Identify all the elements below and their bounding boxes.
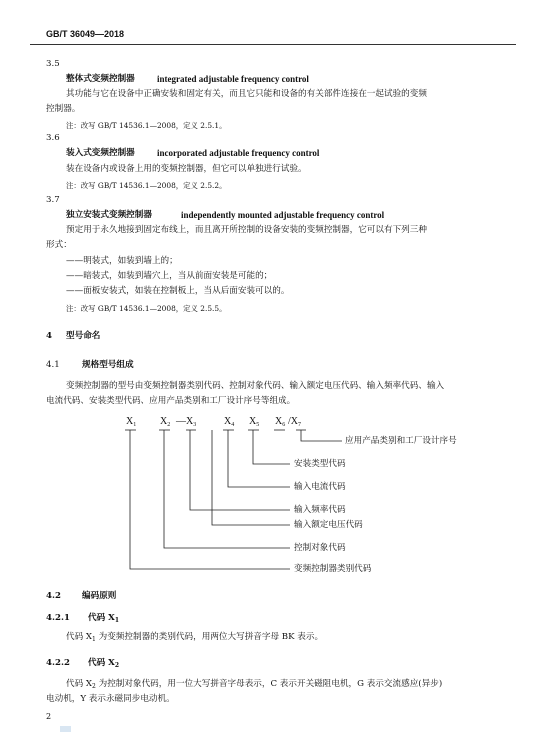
- code-x7: $/X_7$: [288, 416, 301, 428]
- code-x6: $X_6$: [275, 416, 286, 428]
- diagram-label: 控制对象代码: [294, 543, 346, 553]
- term-cn: 装入式变频控制器: [66, 148, 135, 158]
- definition-text: 预定用于永久地接到固定布线上，而且离开所控制的设备安装的变频控制器，它可以有下列三种: [66, 225, 427, 235]
- term-cn: 独立安装式变频控制器: [66, 210, 152, 220]
- diagram-label: 安装类型代码: [294, 459, 346, 469]
- diagram-label: 输入额定电压代码: [294, 520, 363, 530]
- term-en: integrated adjustable frequency control: [157, 74, 309, 84]
- code-x1: $X_1$: [126, 416, 137, 428]
- clause-number: 3.5: [46, 59, 60, 69]
- term-en: independently mounted adjustable frequency control: [181, 210, 385, 220]
- clause-number: 4.2.2: [46, 658, 70, 668]
- term-en: incorporated adjustable frequency control: [157, 148, 320, 158]
- list-item: ——面板安装式，如装在控制板上，当从后面安装可以的。: [66, 286, 290, 296]
- note-text: 注：改写 GB/T 14536.1—2008，定义 2.5.1。: [66, 121, 227, 130]
- body-text: 电流代码、安装类型代码、应用产品类别和工厂设计序号等组成。: [46, 396, 296, 406]
- diagram-label: 变频控制器类别代码: [294, 564, 372, 574]
- clause-title: 代码 $X_2$: [88, 658, 120, 669]
- note-text: 注：改写 GB/T 14536.1—2008，定义 2.5.5。: [66, 304, 227, 313]
- clause-title: 规格型号组成: [82, 360, 134, 370]
- clause-title: 代码 $X_1$: [88, 613, 120, 624]
- diagram-label: 应用产品类别和工厂设计序号: [345, 436, 457, 446]
- clause-number: 4.2.1: [46, 613, 70, 623]
- body-text: 代码 $X_2$ 为控制对象代码，用一位大写拼音字母表示，C 表示开关磁阻电机，G 表示交流感应(异步): [66, 679, 443, 690]
- term-cn: 整体式变频控制器: [66, 74, 135, 84]
- list-item: ——暗装式，如装到墙穴上，当从前面安装是可能的；: [66, 271, 273, 281]
- watermark-mark: [60, 726, 71, 732]
- diagram-label: 输入频率代码: [294, 505, 346, 515]
- code-x2: $X_2$: [160, 416, 171, 428]
- list-item: ——明装式，如装到墙上的；: [66, 256, 178, 266]
- diagram-label: 输入电流代码: [294, 482, 346, 492]
- code-x5: $X_5$: [249, 416, 260, 428]
- code-x4: $X_4$: [224, 416, 235, 428]
- clause-number: 3.7: [46, 195, 60, 205]
- page-number: 2: [46, 712, 52, 721]
- code-x3: $—X_3$: [176, 416, 197, 428]
- clause-number: 4.1: [46, 360, 60, 370]
- chapter-number: 4: [46, 331, 52, 341]
- chapter-title: 型号命名: [66, 331, 101, 341]
- clause-number: 4.2: [46, 591, 61, 601]
- definition-text: 形式：: [46, 240, 72, 250]
- body-text: 代码 $X_1$ 为变频控制器的类别代码，用两位大写拼音字母 BK 表示。: [66, 632, 324, 643]
- body-text: 电动机，Y 表示永磁同步电动机。: [46, 694, 175, 704]
- standard-number: GB/T 36049—2018: [46, 29, 125, 39]
- clause-number: 3.6: [46, 133, 60, 143]
- definition-text: 控制器。: [46, 104, 81, 114]
- definition-text: 其功能与它在设备中正确安装和固定有关，而且它只能和设备的有关部件连接在一起试验的变频: [66, 89, 427, 99]
- note-text: 注：改写 GB/T 14536.1—2008，定义 2.5.2。: [66, 181, 227, 190]
- definition-text: 装在设备内或设备上用的变频控制器，但它可以单独进行试验。: [66, 164, 307, 174]
- clause-title: 编码原则: [82, 591, 117, 601]
- body-text: 变频控制器的型号由变频控制器类别代码、控制对象代码、输入额定电压代码、输入频率代码、输入: [66, 381, 445, 391]
